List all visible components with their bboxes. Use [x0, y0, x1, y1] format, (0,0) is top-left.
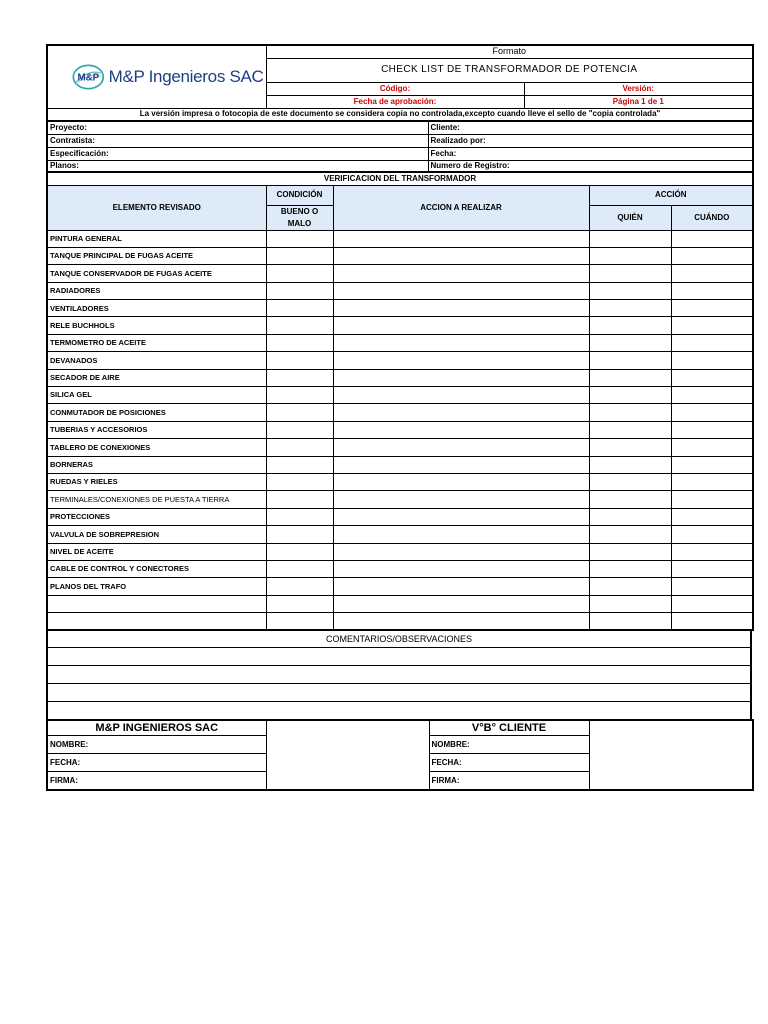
when-cell[interactable] — [671, 526, 753, 543]
item-name-cell: TABLERO DE CONEXIONES — [47, 439, 266, 456]
col-cuando: CUÁNDO — [671, 205, 753, 230]
condition-cell[interactable] — [266, 439, 333, 456]
who-cell[interactable] — [589, 543, 671, 560]
action-cell[interactable] — [333, 456, 589, 473]
when-cell[interactable] — [671, 369, 753, 386]
who-cell[interactable] — [589, 282, 671, 299]
condition-cell[interactable] — [266, 317, 333, 334]
comment-line[interactable] — [47, 684, 751, 702]
when-cell[interactable] — [671, 595, 753, 612]
item-name-cell: VALVULA DE SOBREPRESION — [47, 526, 266, 543]
item-name-cell: CABLE DE CONTROL Y CONECTORES — [47, 560, 266, 577]
contratista-label: Contratista: — [47, 134, 428, 147]
when-cell[interactable] — [671, 421, 753, 438]
item-name-cell: NIVEL DE ACEITE — [47, 543, 266, 560]
col-bueno-malo-line2: MALO — [287, 218, 312, 228]
table-row — [47, 387, 753, 404]
condition-cell[interactable] — [266, 613, 333, 630]
action-cell[interactable] — [333, 317, 589, 334]
action-cell[interactable] — [333, 334, 589, 351]
table-row — [47, 526, 753, 543]
condition-cell[interactable] — [266, 334, 333, 351]
condition-cell[interactable] — [266, 578, 333, 595]
who-cell[interactable] — [589, 491, 671, 508]
table-row — [47, 369, 753, 386]
action-cell[interactable] — [333, 439, 589, 456]
numero-registro-label: Numero de Registro: — [428, 160, 753, 172]
fecha-aprobacion-label: Fecha de aprobación: — [266, 95, 524, 108]
who-cell[interactable] — [589, 265, 671, 282]
header-table — [46, 44, 754, 122]
condition-cell[interactable] — [266, 247, 333, 264]
realizado-por-label: Realizado por: — [428, 134, 753, 147]
company-nombre-label: NOMBRE: — [47, 736, 266, 754]
col-accion: ACCIÓN — [589, 185, 753, 205]
comment-line[interactable] — [47, 702, 751, 720]
comments-title: COMENTARIOS/OBSERVACIONES — [47, 630, 751, 648]
who-cell[interactable] — [589, 230, 671, 247]
client-fecha-label: FECHA: — [429, 754, 589, 772]
table-row — [47, 613, 753, 630]
condition-cell[interactable] — [266, 543, 333, 560]
svg-text:M&P: M&P — [77, 72, 100, 84]
item-name-cell: TANQUE CONSERVADOR DE FUGAS ACEITE — [47, 265, 266, 282]
action-cell[interactable] — [333, 387, 589, 404]
client-firma-label: FIRMA: — [429, 772, 589, 790]
item-name-cell: PROTECCIONES — [47, 508, 266, 525]
when-cell[interactable] — [671, 613, 753, 630]
condition-cell[interactable] — [266, 526, 333, 543]
table-row — [47, 300, 753, 317]
when-cell[interactable] — [671, 508, 753, 525]
who-cell[interactable] — [589, 578, 671, 595]
condition-cell[interactable] — [266, 421, 333, 438]
company-fecha-label: FECHA: — [47, 754, 266, 772]
action-cell[interactable] — [333, 578, 589, 595]
item-name-cell: BORNERAS — [47, 456, 266, 473]
item-name-cell: TANQUE PRINCIPAL DE FUGAS ACEITE — [47, 247, 266, 264]
action-cell[interactable] — [333, 421, 589, 438]
who-cell[interactable] — [589, 404, 671, 421]
item-name-cell — [47, 595, 266, 612]
action-cell[interactable] — [333, 491, 589, 508]
when-cell[interactable] — [671, 578, 753, 595]
item-rows — [47, 230, 753, 630]
verification-table — [46, 171, 754, 631]
table-row — [47, 560, 753, 577]
client-signature-area[interactable] — [589, 720, 753, 790]
logo-cell — [47, 45, 266, 108]
condition-cell[interactable] — [266, 560, 333, 577]
table-row — [47, 543, 753, 560]
especificacion-label: Especificación: — [47, 147, 428, 160]
action-cell[interactable] — [333, 230, 589, 247]
who-cell[interactable] — [589, 369, 671, 386]
col-accion-realizar: ACCION A REALIZAR — [333, 185, 589, 230]
comments-table — [46, 629, 752, 721]
when-cell[interactable] — [671, 300, 753, 317]
who-cell[interactable] — [589, 300, 671, 317]
item-name-cell: TUBERIAS Y ACCESORIOS — [47, 421, 266, 438]
table-row — [47, 491, 753, 508]
comment-line[interactable] — [47, 666, 751, 684]
col-quien: QUIÉN — [589, 205, 671, 230]
who-cell[interactable] — [589, 526, 671, 543]
when-cell[interactable] — [671, 334, 753, 351]
fecha-label: Fecha: — [428, 147, 753, 160]
condition-cell[interactable] — [266, 473, 333, 490]
when-cell[interactable] — [671, 439, 753, 456]
item-name-cell: DEVANADOS — [47, 352, 266, 369]
table-row — [47, 578, 753, 595]
when-cell[interactable] — [671, 491, 753, 508]
when-cell[interactable] — [671, 543, 753, 560]
company-signature-title: M&P INGENIEROS SAC — [47, 720, 266, 736]
when-cell[interactable] — [671, 247, 753, 264]
table-row — [47, 421, 753, 438]
who-cell[interactable] — [589, 317, 671, 334]
table-row — [47, 282, 753, 299]
when-cell[interactable] — [671, 317, 753, 334]
col-bueno-malo — [266, 205, 333, 230]
version-label: Versión: — [524, 82, 753, 95]
when-cell[interactable] — [671, 265, 753, 282]
condition-cell[interactable] — [266, 300, 333, 317]
condition-cell[interactable] — [266, 230, 333, 247]
condition-cell[interactable] — [266, 352, 333, 369]
who-cell[interactable] — [589, 473, 671, 490]
condition-cell[interactable] — [266, 508, 333, 525]
client-signature-title: V°B° CLIENTE — [429, 720, 589, 736]
condition-cell[interactable] — [266, 595, 333, 612]
who-cell[interactable] — [589, 247, 671, 264]
table-row — [47, 352, 753, 369]
condition-cell[interactable] — [266, 369, 333, 386]
client-nombre-label: NOMBRE: — [429, 736, 589, 754]
when-cell[interactable] — [671, 282, 753, 299]
codigo-label: Código: — [266, 82, 524, 95]
col-condicion: CONDICIÓN — [266, 185, 333, 205]
item-name-cell: TERMOMETRO DE ACEITE — [47, 334, 266, 351]
table-row — [47, 404, 753, 421]
comment-line[interactable] — [47, 648, 751, 666]
item-name-cell: PLANOS DEL TRAFO — [47, 578, 266, 595]
signature-table — [46, 719, 754, 791]
who-cell[interactable] — [589, 613, 671, 630]
table-row — [47, 230, 753, 247]
when-cell[interactable] — [671, 404, 753, 421]
item-name-cell: VENTILADORES — [47, 300, 266, 317]
logo-text: M&P Ingenieros SAC — [108, 67, 264, 87]
table-row — [47, 265, 753, 282]
when-cell[interactable] — [671, 230, 753, 247]
company-firma-label: FIRMA: — [47, 772, 266, 790]
col-bueno-malo-line1: BUENO O — [280, 206, 319, 216]
who-cell[interactable] — [589, 439, 671, 456]
item-name-cell: SILICA GEL — [47, 387, 266, 404]
condition-cell[interactable] — [266, 456, 333, 473]
action-cell[interactable] — [333, 369, 589, 386]
when-cell[interactable] — [671, 387, 753, 404]
item-name-cell: TERMINALES/CONEXIONES DE PUESTA A TIERRA — [47, 491, 266, 508]
who-cell[interactable] — [589, 508, 671, 525]
checklist-form — [46, 44, 752, 791]
formato-label: Formato — [266, 45, 753, 58]
control-notice: La versión impresa o fotocopia de este documento se considera copia no controlada,excepto cuando lleve el sello de "copia controlada" — [47, 108, 753, 121]
table-row — [47, 508, 753, 525]
info-table — [46, 120, 754, 173]
action-cell[interactable] — [333, 560, 589, 577]
action-cell[interactable] — [333, 300, 589, 317]
who-cell[interactable] — [589, 334, 671, 351]
action-cell[interactable] — [333, 508, 589, 525]
action-cell[interactable] — [333, 526, 589, 543]
when-cell[interactable] — [671, 352, 753, 369]
cliente-label: Cliente: — [428, 121, 753, 134]
item-name-cell: CONMUTADOR DE POSICIONES — [47, 404, 266, 421]
condition-cell[interactable] — [266, 491, 333, 508]
who-cell[interactable] — [589, 456, 671, 473]
condition-cell[interactable] — [266, 282, 333, 299]
item-name-cell: RADIADORES — [47, 282, 266, 299]
when-cell[interactable] — [671, 560, 753, 577]
table-row — [47, 473, 753, 490]
item-name-cell: RELE BUCHHOLS — [47, 317, 266, 334]
pagina-label: Página 1 de 1 — [524, 95, 753, 108]
action-cell[interactable] — [333, 543, 589, 560]
action-cell[interactable] — [333, 282, 589, 299]
company-logo-icon — [72, 57, 105, 97]
who-cell[interactable] — [589, 595, 671, 612]
proyecto-label: Proyecto: — [47, 121, 428, 134]
company-signature-area[interactable] — [266, 720, 429, 790]
who-cell[interactable] — [589, 352, 671, 369]
item-name-cell: PINTURA GENERAL — [47, 230, 266, 247]
action-cell[interactable] — [333, 595, 589, 612]
col-elemento-revisado: ELEMENTO REVISADO — [47, 185, 266, 230]
item-name-cell — [47, 613, 266, 630]
document-title: CHECK LIST DE TRANSFORMADOR DE POTENCIA — [266, 58, 753, 82]
verification-title: VERIFICACION DEL TRANSFORMADOR — [47, 172, 753, 185]
table-row — [47, 334, 753, 351]
action-cell[interactable] — [333, 247, 589, 264]
planos-label: Planos: — [47, 160, 428, 172]
condition-cell[interactable] — [266, 265, 333, 282]
action-cell[interactable] — [333, 352, 589, 369]
table-row — [47, 317, 753, 334]
table-row — [47, 247, 753, 264]
item-name-cell: SECADOR DE AIRE — [47, 369, 266, 386]
who-cell[interactable] — [589, 560, 671, 577]
who-cell[interactable] — [589, 387, 671, 404]
table-row — [47, 456, 753, 473]
action-cell[interactable] — [333, 473, 589, 490]
action-cell[interactable] — [333, 404, 589, 421]
table-row — [47, 595, 753, 612]
action-cell[interactable] — [333, 613, 589, 630]
condition-cell[interactable] — [266, 404, 333, 421]
action-cell[interactable] — [333, 265, 589, 282]
who-cell[interactable] — [589, 421, 671, 438]
condition-cell[interactable] — [266, 387, 333, 404]
when-cell[interactable] — [671, 456, 753, 473]
table-row — [47, 439, 753, 456]
when-cell[interactable] — [671, 473, 753, 490]
item-name-cell: RUEDAS Y RIELES — [47, 473, 266, 490]
